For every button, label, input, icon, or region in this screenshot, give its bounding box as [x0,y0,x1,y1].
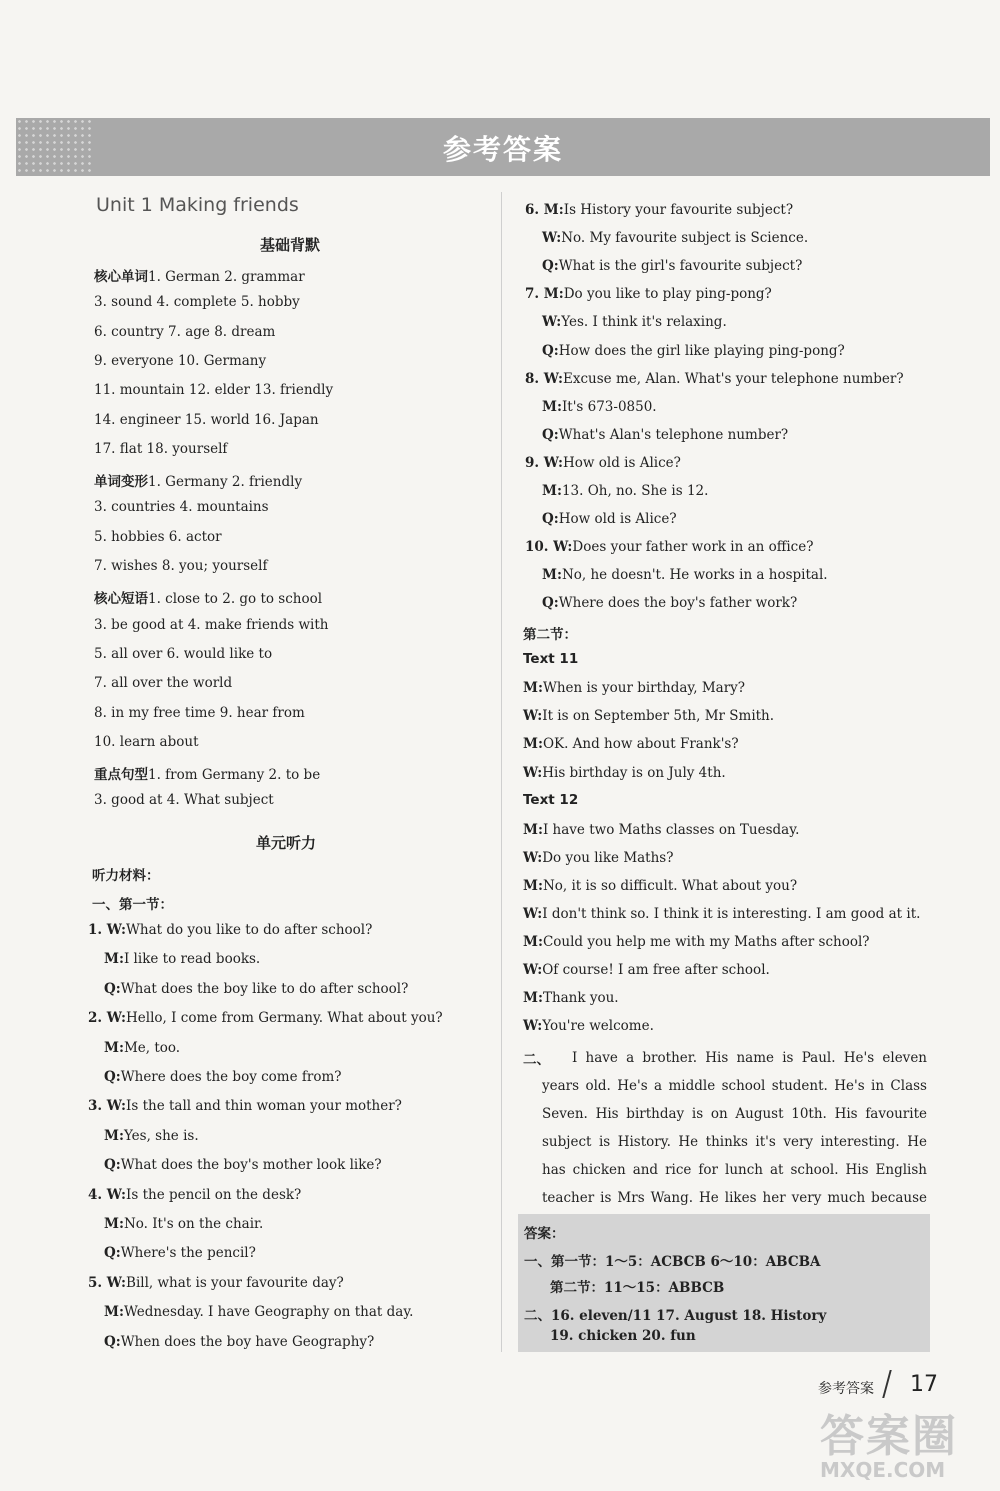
vocab-line-text: 5. hobbies 6. actor [94,528,222,545]
dialog-line [104,1128,199,1144]
dialog-line-text: 13. Oh, no. She is 12. [561,483,709,499]
dialog-line-text: Is History your favourite subject? [563,202,794,218]
dialog-line-prefix: Q: [104,1069,121,1085]
dialog-line-text: Where does the boy's father work? [558,595,798,612]
dialog-line-prefix: Q: [542,511,559,528]
dialog-line [542,399,657,415]
vocab-line [94,499,269,515]
vocab-line [94,792,274,808]
listening-material-label: 听力材料： [92,868,160,884]
listening-passage: I have a brother. His name is Paul. He's eleven years old. He's a middle school student. He's in Class Seven. His birthday is on August 10th. His favourite subject is History. He thinks it's very interesting. He has chicken and rice for lunch at school. His English teacher is Mrs Wang. He likes her very much because [542,1050,927,1206]
dialog-line [104,981,408,997]
dialog-line-text: Is the tall and thin woman your mother? [126,1098,402,1115]
dialog-line-text: No. It's on the chair. [123,1216,264,1232]
dialog-line [104,1216,263,1232]
dialog-line [542,343,845,359]
dialog-line [542,567,828,583]
section-heading-listening: 单元听力 [256,834,317,852]
dialog-line-prefix: W: [542,230,562,247]
dialog-line-text: Me, too. [123,1039,181,1056]
dialog-line-prefix: Q: [104,1157,121,1174]
dialog-line-prefix: 8. W: [525,370,564,387]
text12-label: Text 12 [523,792,579,808]
dialog-line-prefix: W: [523,850,543,866]
dialog-line [104,1069,342,1085]
vocab-line [94,646,272,662]
part2-label: 第二节： [523,627,577,643]
dialog-line [525,371,904,387]
dialog-line [523,822,799,838]
dialog-line-prefix: M: [104,1127,124,1144]
dialog-line-prefix: 10. W: [525,539,573,556]
dialog-line-text: OK. And how about Frank's? [542,736,739,753]
dialog-line-text: Wednesday. I have Geography on that day. [123,1304,414,1321]
dialog-line-text: I don't think so. I think it is interesting. I am good at it. [542,906,921,922]
dialog-line-text: When does the boy have Geography? [120,1333,375,1350]
dialog-line-text: How does the girl like playing ping-pong? [558,342,845,359]
dialog-line [542,230,808,246]
dialog-line-prefix: 5. W: [88,1274,127,1291]
vocab-line-text: 1. Germany 2. friendly [148,474,303,491]
dialog-line-prefix: M: [542,567,562,584]
dialog-line [104,1304,413,1320]
vocab-line [94,734,199,750]
dialog-line-prefix: M: [104,1304,124,1321]
dialog-line-text: What's Alan's telephone number? [558,426,789,443]
vocab-line-text: 17. flat 18. yourself [94,440,228,457]
dialog-line [104,1157,382,1173]
dialog-line [523,765,726,781]
dialog-line [523,990,619,1006]
dialog-line [523,934,870,950]
watermark-text-cn: 答案圈 [820,1411,958,1462]
dialog-line [525,539,813,555]
dialog-line [542,511,677,527]
dialog-line [523,680,745,696]
vocab-line [94,558,267,574]
vocab-line-text: 3. be good at 4. make friends with [94,616,329,633]
dialog-line-text: It is on September 5th, Mr Smith. [542,708,775,725]
vocab-line [94,294,300,310]
header-banner [16,118,990,176]
vocab-line-text: 7. all over the world [94,675,233,692]
dialog-line-text: Excuse me, Alan. What's your telephone number? [563,370,904,387]
vocab-line [94,617,328,633]
dialog-line [104,1334,374,1350]
part-two-label: 二、 [523,1052,550,1068]
dialog-line-text: His birthday is on July 4th. [542,764,726,781]
dialog-line-prefix: M: [523,990,543,1006]
dialog-line-text: No. My favourite subject is Science. [561,230,809,247]
dialog-line-prefix: 7. M: [525,286,564,303]
vocab-line-text: 5. all over 6. would like to [94,645,273,662]
footer-slash [882,1370,892,1398]
dialog-line-prefix: 9. W: [525,454,564,471]
dialog-line-prefix: Q: [104,1245,121,1262]
dialog-line-text: How old is Alice? [558,511,677,528]
dialog-line-text: Of course! I am free after school. [542,962,770,978]
dialog-line [525,202,793,218]
dialog-line [104,951,260,967]
page-number: 17 [910,1372,938,1397]
dialog-line-prefix: Q: [104,980,121,997]
dialog-line-text: Thank you. [542,990,619,1006]
answer-label: 答案： [524,1226,565,1242]
dialog-line-text: It's 673-0850. [561,398,657,415]
dialog-line-text: I like to read books. [123,951,261,968]
dialog-line-prefix: 2. W: [88,1010,127,1027]
dialog-line-text: Hello, I come from Germany. What about you? [126,1010,443,1027]
dialog-line-prefix: W: [542,314,562,331]
dialog-line-text: No, it is so difficult. What about you? [542,878,798,894]
dialog-line-text: Where's the pencil? [120,1245,256,1262]
vocab-line [94,441,227,457]
vocab-line-text: 7. wishes 8. you; yourself [94,558,268,574]
unit-title: Unit 1 Making friends [96,194,299,216]
vocab-line-text: 3. sound 4. complete 5. hobby [94,294,300,311]
dialog-line-prefix: Q: [542,258,559,275]
dialog-line-text: Yes, she is. [123,1127,199,1144]
dialog-line-text: No, he doesn't. He works in a hospital. [561,567,828,584]
vocab-line [94,412,319,428]
vocab-line-prefix: 核心短语 [94,591,148,608]
dialog-line-prefix: M: [104,1039,124,1056]
vocab-line-text: 6. country 7. age 8. dream [94,323,276,340]
dialog-line [523,708,774,724]
dialog-line [542,427,788,443]
text11-label: Text 11 [523,651,579,667]
dialog-line-text: What does the boy's mother look like? [120,1157,382,1174]
page-title: 参考答案 [442,133,563,166]
dialog-line [88,1098,402,1114]
dialog-line [88,1275,344,1291]
vocab-line-text: 3. good at 4. What subject [94,792,274,809]
answer-box [518,1214,930,1352]
dialog-line-text: Do you like Maths? [542,850,674,866]
dialog-line-text: What is the girl's favourite subject? [558,258,803,275]
dialog-line-text: Where does the boy come from? [120,1069,342,1085]
answer-line-2: 第二节：11～15：ABBCB [550,1280,725,1296]
vocab-line [94,705,305,721]
vocab-line-text: 10. learn about [94,733,199,750]
vocab-line-prefix: 单词变形 [94,474,148,491]
vocab-line [94,529,222,545]
section-heading-basics: 基础背默 [260,236,321,254]
vocab-line-text: 3. countries 4. mountains [94,499,269,516]
vocab-line-text: 9. everyone 10. Germany [94,352,267,369]
vocab-line-prefix: 重点句型 [94,767,148,784]
dialog-line [542,595,797,611]
vocab-line-text: 14. engineer 15. world 16. Japan [94,411,319,428]
dialog-line [542,483,708,499]
vocab-line [94,675,232,691]
dialog-line-prefix: Q: [542,342,559,359]
vocab-line-text: 1. German 2. grammar [148,269,305,285]
dialog-line-prefix: M: [523,878,543,894]
dialog-line [525,455,681,471]
dialog-line-text: How old is Alice? [563,454,681,471]
dialog-line-prefix: Q: [104,1333,121,1350]
dialog-line-prefix: 3. W: [88,1098,127,1115]
footer-label: 参考答案 [818,1381,874,1397]
dialog-line-prefix: M: [523,822,543,838]
dialog-line-text: Does your father work in an office? [572,539,814,556]
dialog-line-prefix: 6. M: [525,202,564,218]
dialog-line-prefix: W: [523,962,543,978]
answer-line-3: 二、16. eleven/11 17. August 18. History [524,1308,827,1324]
vocab-line [94,470,302,490]
dialog-line-text: When is your birthday, Mary? [542,680,746,696]
dialog-line-text: Is the pencil on the desk? [126,1186,302,1203]
dialog-line-prefix: M: [104,1216,124,1232]
column-divider [501,192,502,1352]
dialog-line-prefix: Q: [542,426,559,443]
dialog-line-prefix: W: [523,906,543,922]
vocab-line-text: 8. in my free time 9. hear from [94,704,305,721]
dialog-line-prefix: M: [542,483,562,499]
dialog-line [88,922,372,938]
dialog-line-text: Do you like to play ping-pong? [563,286,772,303]
dialog-line-text: I have two Maths classes on Tuesday. [542,822,800,838]
vocab-line-text: 1. close to 2. go to school [148,591,323,608]
dialog-line-prefix: 4. W: [88,1186,127,1203]
vocab-line [94,382,333,398]
dialog-line-prefix: 1. W: [88,922,127,938]
dialog-line-prefix: M: [104,951,124,968]
dialog-line [523,906,920,922]
dialog-line [542,258,802,274]
watermark-logo [820,1400,990,1480]
dialog-line-text: Could you help me with my Maths after school? [542,934,870,950]
dialog-line-prefix: Q: [542,595,559,612]
dialog-line [104,1245,256,1261]
dialog-line-prefix: M: [523,680,543,696]
dialog-line [523,850,673,866]
answer-line-4: 19. chicken 20. fun [550,1328,696,1344]
vocab-line-text: 1. from Germany 2. to be [148,767,321,784]
vocab-line-prefix: 核心单词 [94,269,148,285]
dialog-line-text: Bill, what is your favourite day? [126,1274,344,1291]
dialog-line-text: What does the boy like to do after school? [120,980,409,997]
dialog-line-text: Yes. I think it's relaxing. [561,314,727,331]
dialog-line [523,962,770,978]
dialog-line-text: You're welcome. [542,1018,654,1034]
vocab-line [94,324,275,340]
dialog-line [104,1040,180,1056]
dialog-line [88,1187,301,1203]
dialog-line [88,1010,443,1026]
dialog-line [523,736,739,752]
vocab-line [94,763,320,783]
dialog-line-prefix: M: [523,934,543,950]
dialog-line-prefix: W: [523,708,543,725]
dialog-line-prefix: W: [523,1018,543,1034]
dialog-line-prefix: M: [523,736,543,753]
vocab-line [94,353,266,369]
dialog-line [523,1018,654,1034]
dialog-line-text: What do you like to do after school? [126,922,373,938]
dialog-line [523,878,797,894]
vocab-line [94,265,305,285]
dialog-line-prefix: W: [523,764,543,781]
part1-label: 一、第一节： [92,897,173,913]
dialog-line [525,286,772,302]
answer-line-1: 一、第一节：1～5：ACBCB 6～10：ABCBA [524,1254,821,1270]
dialog-line-prefix: M: [542,398,562,415]
vocab-line [94,587,322,607]
dialog-line [542,314,727,330]
vocab-line-text: 11. mountain 12. elder 13. friendly [94,382,334,399]
watermark-text-url: MXQE.COM [820,1458,946,1482]
